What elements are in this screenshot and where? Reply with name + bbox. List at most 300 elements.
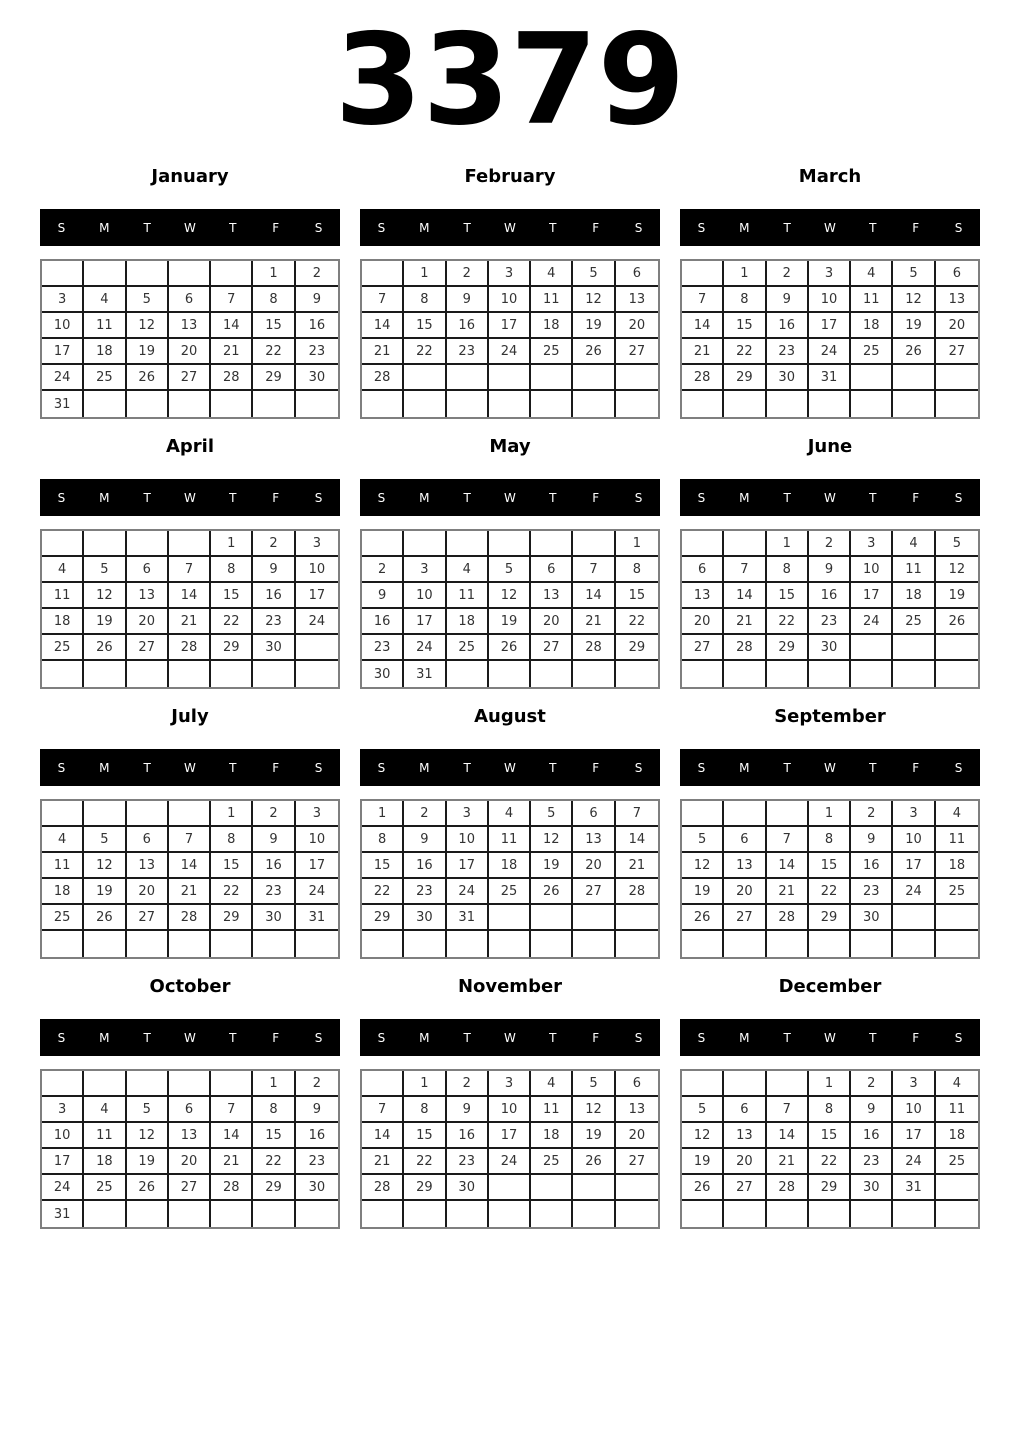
weekday-header-july	[40, 749, 340, 786]
day-cell: 6	[127, 827, 169, 853]
day-cell: 23	[253, 609, 295, 635]
month-june	[680, 436, 980, 689]
day-cell: 4	[447, 557, 489, 583]
weekday-header-august	[360, 749, 660, 786]
empty-cell	[84, 1071, 126, 1097]
weekday-label: M	[99, 490, 110, 505]
day-cell: 15	[253, 1123, 295, 1149]
day-cell: 19	[936, 583, 978, 609]
day-cell: 10	[489, 1097, 531, 1123]
day-cell: 15	[809, 1123, 851, 1149]
day-cell: 26	[489, 635, 531, 661]
day-cell: 18	[531, 1123, 573, 1149]
day-cell: 17	[851, 583, 893, 609]
day-cell: 7	[362, 287, 404, 313]
day-cell: 12	[531, 827, 573, 853]
day-cell: 10	[296, 557, 338, 583]
day-cell: 11	[893, 557, 935, 583]
day-cell: 2	[253, 801, 295, 827]
month-november	[360, 976, 660, 1229]
month-grid-december	[680, 1069, 980, 1229]
day-cell: 17	[809, 313, 851, 339]
day-cell: 10	[42, 1123, 84, 1149]
day-cell: 30	[404, 905, 446, 931]
empty-cell	[169, 1071, 211, 1097]
weekday-label: M	[739, 490, 750, 505]
day-cell: 1	[767, 531, 809, 557]
day-cell: 22	[724, 339, 766, 365]
day-cell: 11	[84, 1123, 126, 1149]
day-cell: 14	[682, 313, 724, 339]
day-cell: 11	[851, 287, 893, 313]
day-cell: 16	[253, 583, 295, 609]
day-cell: 23	[851, 879, 893, 905]
day-cell: 19	[84, 609, 126, 635]
day-cell: 21	[362, 1149, 404, 1175]
day-cell: 6	[169, 1097, 211, 1123]
day-cell: 10	[296, 827, 338, 853]
day-cell: 18	[851, 313, 893, 339]
day-cell: 23	[404, 879, 446, 905]
weekday-label: W	[824, 490, 836, 505]
empty-cell	[724, 801, 766, 827]
day-cell: 9	[767, 287, 809, 313]
empty-cell	[296, 931, 338, 957]
day-cell: 9	[253, 827, 295, 853]
day-cell: 25	[936, 879, 978, 905]
day-cell: 13	[127, 853, 169, 879]
weekday-label: S	[377, 1030, 386, 1045]
empty-cell	[531, 661, 573, 687]
day-cell: 3	[809, 261, 851, 287]
day-cell: 19	[127, 339, 169, 365]
day-cell: 30	[767, 365, 809, 391]
empty-cell	[362, 261, 404, 287]
day-cell: 7	[169, 557, 211, 583]
day-cell: 18	[42, 879, 84, 905]
day-cell: 8	[211, 557, 253, 583]
empty-cell	[936, 391, 978, 417]
empty-cell	[362, 931, 404, 957]
day-cell: 15	[724, 313, 766, 339]
empty-cell	[573, 905, 615, 931]
day-cell: 25	[893, 609, 935, 635]
empty-cell	[42, 1071, 84, 1097]
weekday-label: F	[912, 760, 920, 775]
day-cell: 24	[489, 1149, 531, 1175]
empty-cell	[169, 391, 211, 417]
day-cell: 21	[767, 879, 809, 905]
day-cell: 5	[682, 827, 724, 853]
empty-cell	[893, 905, 935, 931]
day-cell: 7	[767, 1097, 809, 1123]
month-grid-february	[360, 259, 660, 419]
day-cell: 22	[404, 339, 446, 365]
day-cell: 11	[531, 1097, 573, 1123]
day-cell: 9	[362, 583, 404, 609]
day-cell: 21	[362, 339, 404, 365]
weekday-label: W	[824, 220, 836, 235]
day-cell: 25	[531, 339, 573, 365]
month-may	[360, 436, 660, 689]
empty-cell	[211, 931, 253, 957]
weekday-label: T	[549, 760, 557, 775]
day-cell: 8	[362, 827, 404, 853]
day-cell: 12	[489, 583, 531, 609]
day-cell: 23	[296, 339, 338, 365]
weekday-label: T	[783, 490, 791, 505]
weekday-label: F	[592, 490, 600, 505]
weekday-label: S	[634, 1030, 643, 1045]
day-cell: 24	[42, 365, 84, 391]
day-cell: 26	[127, 1175, 169, 1201]
month-july	[40, 706, 340, 959]
day-cell: 18	[447, 609, 489, 635]
day-cell: 3	[893, 1071, 935, 1097]
weekday-label: W	[504, 1030, 516, 1045]
day-cell: 15	[253, 313, 295, 339]
day-cell: 3	[447, 801, 489, 827]
month-grid-april	[40, 529, 340, 689]
day-cell: 20	[127, 609, 169, 635]
empty-cell	[767, 1201, 809, 1227]
day-cell: 15	[404, 1123, 446, 1149]
empty-cell	[893, 661, 935, 687]
day-cell: 20	[169, 339, 211, 365]
day-cell: 16	[447, 1123, 489, 1149]
day-cell: 23	[851, 1149, 893, 1175]
empty-cell	[851, 391, 893, 417]
empty-cell	[84, 931, 126, 957]
weekday-label: S	[634, 490, 643, 505]
empty-cell	[851, 365, 893, 391]
day-cell: 12	[682, 853, 724, 879]
weekday-label: T	[463, 490, 471, 505]
weekday-label: F	[912, 1030, 920, 1045]
day-cell: 17	[893, 853, 935, 879]
month-title-march: March	[798, 166, 862, 187]
weekday-label: F	[592, 1030, 600, 1045]
empty-cell	[573, 661, 615, 687]
day-cell: 28	[362, 365, 404, 391]
day-cell: 15	[809, 853, 851, 879]
day-cell: 13	[573, 827, 615, 853]
day-cell: 5	[573, 261, 615, 287]
weekday-label: W	[184, 490, 196, 505]
month-january	[40, 166, 340, 419]
day-cell: 1	[404, 1071, 446, 1097]
empty-cell	[253, 391, 295, 417]
day-cell: 20	[682, 609, 724, 635]
weekday-label: S	[697, 490, 706, 505]
day-cell: 14	[767, 853, 809, 879]
day-cell: 11	[84, 313, 126, 339]
day-cell: 29	[362, 905, 404, 931]
day-cell: 21	[682, 339, 724, 365]
empty-cell	[404, 391, 446, 417]
empty-cell	[531, 905, 573, 931]
weekday-label: W	[184, 220, 196, 235]
weekday-label: W	[824, 760, 836, 775]
day-cell: 6	[127, 557, 169, 583]
day-cell: 1	[616, 531, 658, 557]
month-title-october: October	[149, 976, 231, 997]
day-cell: 28	[211, 365, 253, 391]
month-grid-november	[360, 1069, 660, 1229]
empty-cell	[893, 1201, 935, 1227]
weekday-label: S	[57, 490, 66, 505]
month-title-july: July	[171, 706, 209, 727]
day-cell: 17	[489, 1123, 531, 1149]
empty-cell	[42, 661, 84, 687]
empty-cell	[893, 365, 935, 391]
empty-cell	[936, 905, 978, 931]
empty-cell	[724, 391, 766, 417]
day-cell: 19	[489, 609, 531, 635]
day-cell: 26	[682, 1175, 724, 1201]
day-cell: 10	[42, 313, 84, 339]
weekday-label: M	[419, 220, 430, 235]
day-cell: 18	[893, 583, 935, 609]
day-cell: 2	[767, 261, 809, 287]
empty-cell	[42, 801, 84, 827]
weekday-label: W	[184, 1030, 196, 1045]
day-cell: 28	[211, 1175, 253, 1201]
day-cell: 18	[936, 1123, 978, 1149]
weekday-label: S	[377, 760, 386, 775]
day-cell: 16	[851, 1123, 893, 1149]
day-cell: 28	[724, 635, 766, 661]
weekday-label: S	[57, 760, 66, 775]
day-cell: 5	[127, 287, 169, 313]
month-grid-march	[680, 259, 980, 419]
day-cell: 20	[531, 609, 573, 635]
day-cell: 16	[253, 853, 295, 879]
day-cell: 15	[616, 583, 658, 609]
empty-cell	[296, 1201, 338, 1227]
empty-cell	[616, 1175, 658, 1201]
months-grid	[40, 166, 980, 1229]
weekday-label: M	[739, 220, 750, 235]
weekday-label: S	[314, 1030, 323, 1045]
day-cell: 12	[84, 853, 126, 879]
day-cell: 3	[296, 531, 338, 557]
day-cell: 1	[404, 261, 446, 287]
day-cell: 14	[616, 827, 658, 853]
weekday-label: W	[504, 490, 516, 505]
day-cell: 7	[169, 827, 211, 853]
day-cell: 16	[362, 609, 404, 635]
day-cell: 1	[211, 531, 253, 557]
day-cell: 8	[211, 827, 253, 853]
day-cell: 8	[809, 1097, 851, 1123]
day-cell: 9	[296, 1097, 338, 1123]
weekday-label: T	[869, 1030, 877, 1045]
weekday-label: S	[314, 490, 323, 505]
day-cell: 22	[253, 1149, 295, 1175]
day-cell: 14	[573, 583, 615, 609]
day-cell: 22	[616, 609, 658, 635]
month-grid-june	[680, 529, 980, 689]
day-cell: 22	[404, 1149, 446, 1175]
empty-cell	[253, 931, 295, 957]
day-cell: 27	[531, 635, 573, 661]
empty-cell	[404, 1201, 446, 1227]
weekday-label: T	[143, 760, 151, 775]
empty-cell	[169, 931, 211, 957]
day-cell: 15	[404, 313, 446, 339]
day-cell: 8	[404, 1097, 446, 1123]
weekday-header-june	[680, 479, 980, 516]
day-cell: 2	[296, 1071, 338, 1097]
day-cell: 22	[211, 879, 253, 905]
day-cell: 25	[42, 905, 84, 931]
day-cell: 4	[936, 1071, 978, 1097]
day-cell: 24	[296, 609, 338, 635]
weekday-label: T	[229, 760, 237, 775]
day-cell: 28	[573, 635, 615, 661]
empty-cell	[851, 931, 893, 957]
day-cell: 26	[531, 879, 573, 905]
weekday-label: F	[272, 1030, 280, 1045]
day-cell: 18	[84, 1149, 126, 1175]
day-cell: 9	[447, 287, 489, 313]
empty-cell	[767, 661, 809, 687]
day-cell: 12	[682, 1123, 724, 1149]
weekday-label: F	[592, 760, 600, 775]
day-cell: 5	[936, 531, 978, 557]
day-cell: 30	[851, 905, 893, 931]
month-title-november: November	[457, 976, 563, 997]
empty-cell	[767, 931, 809, 957]
month-title-december: December	[778, 976, 882, 997]
weekday-header-january	[40, 209, 340, 246]
empty-cell	[362, 1201, 404, 1227]
day-cell: 2	[447, 261, 489, 287]
day-cell: 13	[169, 1123, 211, 1149]
day-cell: 16	[447, 313, 489, 339]
weekday-header-september	[680, 749, 980, 786]
month-grid-may	[360, 529, 660, 689]
day-cell: 26	[84, 635, 126, 661]
empty-cell	[84, 391, 126, 417]
weekday-header-october	[40, 1019, 340, 1056]
weekday-label: T	[783, 220, 791, 235]
day-cell: 3	[851, 531, 893, 557]
day-cell: 27	[127, 905, 169, 931]
empty-cell	[682, 931, 724, 957]
day-cell: 5	[489, 557, 531, 583]
day-cell: 26	[127, 365, 169, 391]
day-cell: 17	[404, 609, 446, 635]
weekday-label: T	[229, 1030, 237, 1045]
day-cell: 4	[531, 261, 573, 287]
day-cell: 29	[724, 365, 766, 391]
day-cell: 11	[42, 583, 84, 609]
month-grid-august	[360, 799, 660, 959]
empty-cell	[936, 365, 978, 391]
day-cell: 13	[531, 583, 573, 609]
day-cell: 5	[127, 1097, 169, 1123]
empty-cell	[936, 1175, 978, 1201]
day-cell: 21	[169, 609, 211, 635]
weekday-label: T	[229, 490, 237, 505]
day-cell: 31	[404, 661, 446, 687]
empty-cell	[447, 1201, 489, 1227]
day-cell: 22	[767, 609, 809, 635]
empty-cell	[682, 1201, 724, 1227]
day-cell: 10	[489, 287, 531, 313]
weekday-label: T	[869, 760, 877, 775]
month-title-june: June	[807, 436, 853, 457]
day-cell: 22	[809, 1149, 851, 1175]
empty-cell	[616, 931, 658, 957]
weekday-label: T	[143, 1030, 151, 1045]
empty-cell	[447, 531, 489, 557]
day-cell: 4	[893, 531, 935, 557]
day-cell: 31	[447, 905, 489, 931]
empty-cell	[489, 661, 531, 687]
day-cell: 10	[893, 827, 935, 853]
day-cell: 15	[211, 853, 253, 879]
empty-cell	[531, 931, 573, 957]
empty-cell	[573, 931, 615, 957]
weekday-label: S	[377, 220, 386, 235]
day-cell: 6	[169, 287, 211, 313]
weekday-label: M	[739, 1030, 750, 1045]
day-cell: 15	[767, 583, 809, 609]
empty-cell	[127, 261, 169, 287]
day-cell: 24	[893, 879, 935, 905]
day-cell: 28	[169, 905, 211, 931]
weekday-label: S	[697, 760, 706, 775]
day-cell: 1	[253, 261, 295, 287]
weekday-label: T	[143, 220, 151, 235]
weekday-label: S	[57, 1030, 66, 1045]
day-cell: 13	[616, 287, 658, 313]
day-cell: 23	[447, 339, 489, 365]
empty-cell	[531, 531, 573, 557]
day-cell: 19	[84, 879, 126, 905]
day-cell: 7	[682, 287, 724, 313]
day-cell: 9	[253, 557, 295, 583]
day-cell: 21	[616, 853, 658, 879]
day-cell: 6	[573, 801, 615, 827]
empty-cell	[296, 661, 338, 687]
empty-cell	[936, 1201, 978, 1227]
day-cell: 19	[573, 313, 615, 339]
weekday-label: F	[272, 220, 280, 235]
day-cell: 17	[42, 1149, 84, 1175]
empty-cell	[851, 635, 893, 661]
empty-cell	[682, 391, 724, 417]
weekday-label: T	[463, 1030, 471, 1045]
day-cell: 29	[767, 635, 809, 661]
empty-cell	[127, 1201, 169, 1227]
weekday-label: T	[143, 490, 151, 505]
empty-cell	[127, 1071, 169, 1097]
day-cell: 11	[447, 583, 489, 609]
empty-cell	[211, 261, 253, 287]
month-title-august: August	[474, 706, 546, 727]
day-cell: 29	[404, 1175, 446, 1201]
day-cell: 1	[362, 801, 404, 827]
day-cell: 4	[84, 1097, 126, 1123]
weekday-label: W	[824, 1030, 836, 1045]
weekday-header-april	[40, 479, 340, 516]
month-april	[40, 436, 340, 689]
day-cell: 11	[42, 853, 84, 879]
